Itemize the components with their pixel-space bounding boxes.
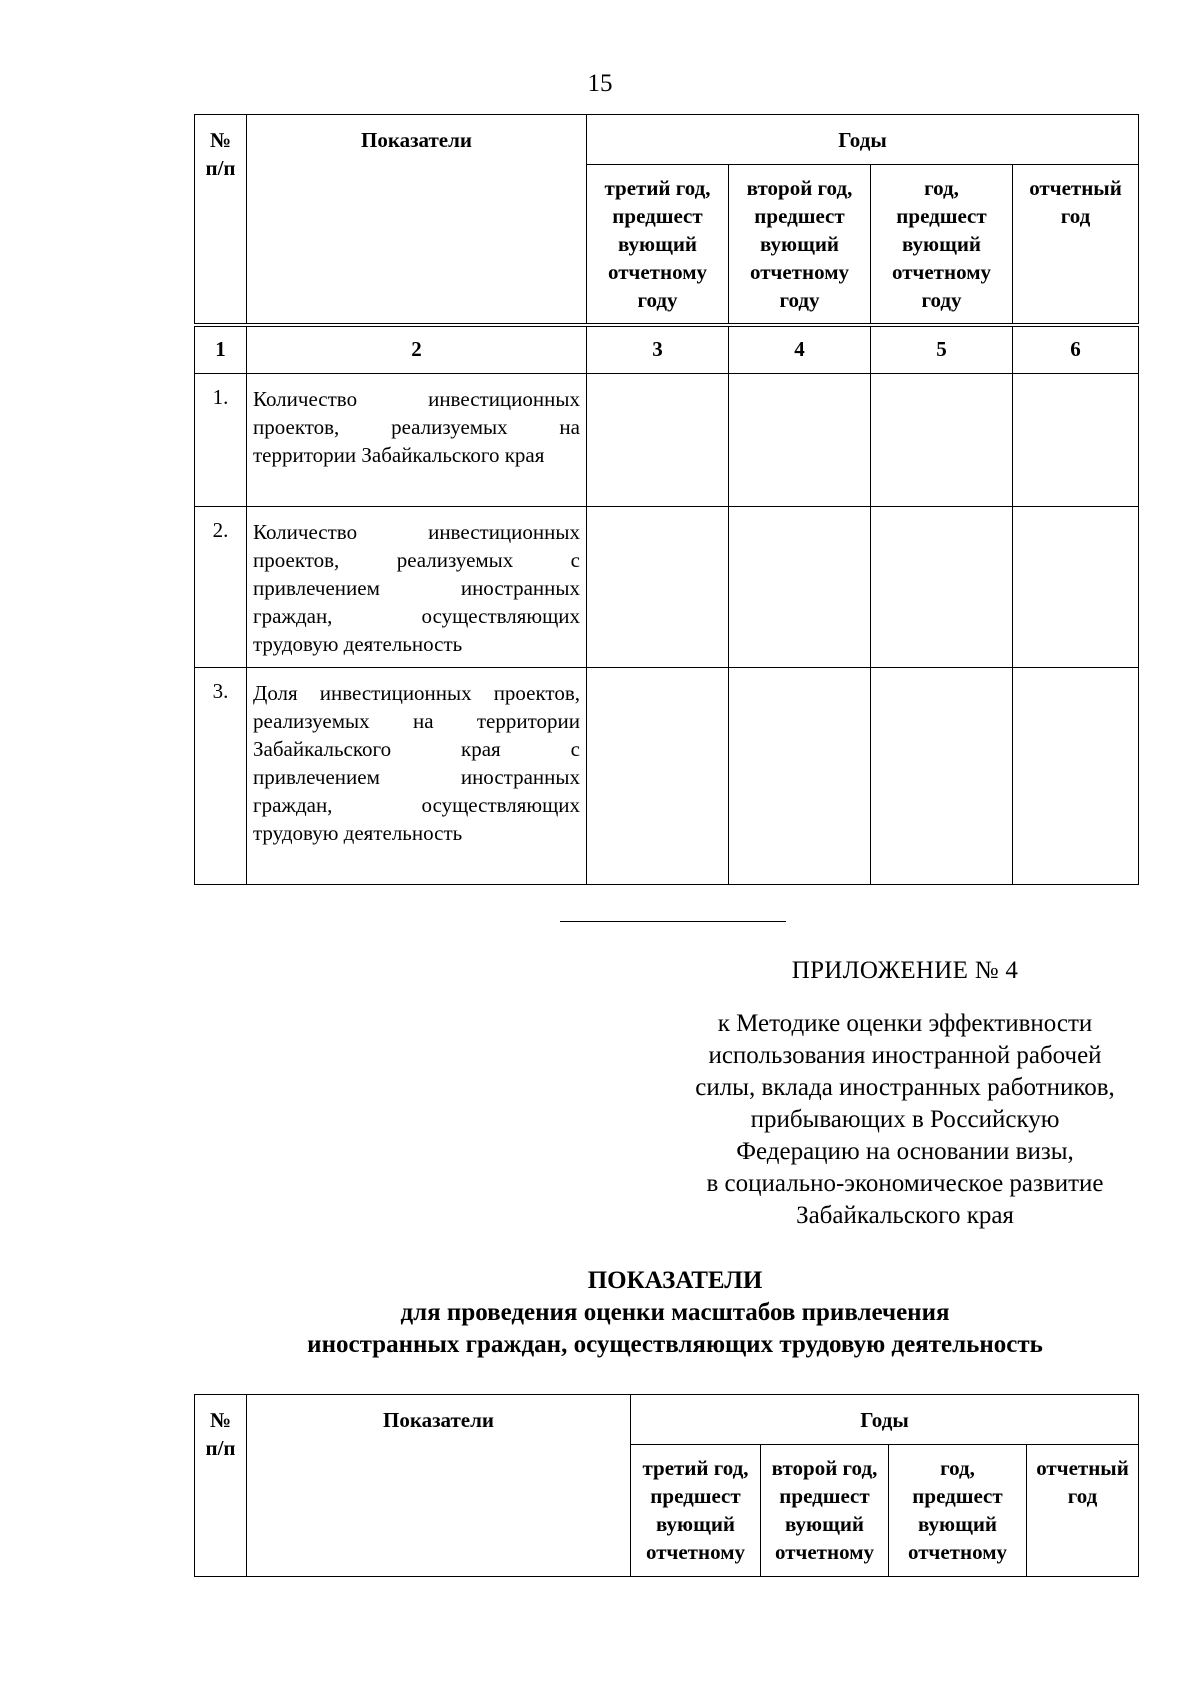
table-row bbox=[195, 374, 1139, 507]
value-cell bbox=[1013, 374, 1139, 507]
header-year-second: второй год, предшест вующий отчетному bbox=[761, 1445, 889, 1577]
value-cell bbox=[587, 668, 729, 885]
separator-line bbox=[560, 921, 786, 922]
indicators-table-2 bbox=[194, 1394, 1139, 1577]
value-cell bbox=[729, 374, 871, 507]
page-number: 15 bbox=[587, 70, 613, 97]
value-cell bbox=[1013, 507, 1139, 668]
row-indicator: Количество инвестиционных проектов, реализуемых на территории Забайкальского края bbox=[247, 374, 587, 507]
header-year-reporting: отчетный год bbox=[1027, 1445, 1139, 1577]
header-num: № п/п bbox=[195, 115, 247, 325]
appendix-subtitle-line: к Методике оценки эффективности bbox=[717, 1010, 1093, 1037]
col-number-2: 2 bbox=[247, 325, 587, 374]
value-cell bbox=[1013, 668, 1139, 885]
table-row bbox=[195, 668, 1139, 885]
value-cell bbox=[871, 507, 1013, 668]
header-indicators: Показатели bbox=[247, 115, 587, 325]
appendix-subtitle-line: в социально-экономическое развитие bbox=[706, 1170, 1104, 1197]
appendix-title: ПРИЛОЖЕНИЕ № 4 bbox=[791, 957, 1019, 984]
header-year-previous: год, предшест вующий отчетному bbox=[889, 1445, 1027, 1577]
header-year-reporting: отчетный год bbox=[1013, 165, 1139, 325]
appendix-subtitle-line: силы, вклада иностранных работников, bbox=[695, 1074, 1115, 1101]
appendix-subtitle-line: использования иностранной рабочей bbox=[708, 1042, 1102, 1069]
col-number-6: 6 bbox=[1013, 325, 1139, 374]
row-number: 1. bbox=[195, 374, 247, 507]
document-title bbox=[0, 1265, 1200, 1361]
header-year-second: второй год, предшест вующий отчетному году bbox=[729, 165, 871, 325]
col-number-3: 3 bbox=[587, 325, 729, 374]
col-number-4: 4 bbox=[729, 325, 871, 374]
indicators-table-1 bbox=[194, 114, 1139, 885]
header-indicators: Показатели bbox=[247, 1395, 631, 1577]
appendix-subtitle-line: Федерацию на основании визы, bbox=[736, 1138, 1074, 1165]
appendix-subtitle bbox=[620, 1008, 1190, 1232]
table-row bbox=[195, 507, 1139, 668]
document-title-line: иностранных граждан, осуществляющих трудовую деятельность bbox=[307, 1331, 1043, 1358]
document-title-line: для проведения оценки масштабов привлечения bbox=[400, 1299, 950, 1326]
value-cell bbox=[729, 507, 871, 668]
row-number: 2. bbox=[195, 507, 247, 668]
value-cell bbox=[729, 668, 871, 885]
header-years: Годы bbox=[587, 115, 1139, 165]
appendix-subtitle-line: прибывающих в Российскую bbox=[750, 1106, 1060, 1133]
appendix-subtitle-line: Забайкальского края bbox=[796, 1202, 1014, 1229]
document-title-line: ПОКАЗАТЕЛИ bbox=[587, 1267, 763, 1294]
header-year-previous: год, предшест вующий отчетному году bbox=[871, 165, 1013, 325]
col-number-5: 5 bbox=[871, 325, 1013, 374]
header-year-third: третий год, предшест вующий отчетному году bbox=[587, 165, 729, 325]
header-years: Годы bbox=[631, 1395, 1139, 1445]
header-year-third: третий год, предшест вующий отчетному bbox=[631, 1445, 761, 1577]
value-cell bbox=[871, 374, 1013, 507]
header-num: № п/п bbox=[195, 1395, 247, 1577]
value-cell bbox=[871, 668, 1013, 885]
value-cell bbox=[587, 374, 729, 507]
row-indicator: Количество инвестиционных проектов, реализуемых с привлечением иностранных граждан, осуществляющих трудовую деятельность bbox=[247, 507, 587, 668]
row-number: 3. bbox=[195, 668, 247, 885]
row-indicator: Доля инвестиционных проектов, реализуемых на территории Забайкальского края с привлечением иностранных граждан, осуществляющих трудовую деятельность bbox=[247, 668, 587, 885]
col-number-1: 1 bbox=[195, 325, 247, 374]
value-cell bbox=[587, 507, 729, 668]
